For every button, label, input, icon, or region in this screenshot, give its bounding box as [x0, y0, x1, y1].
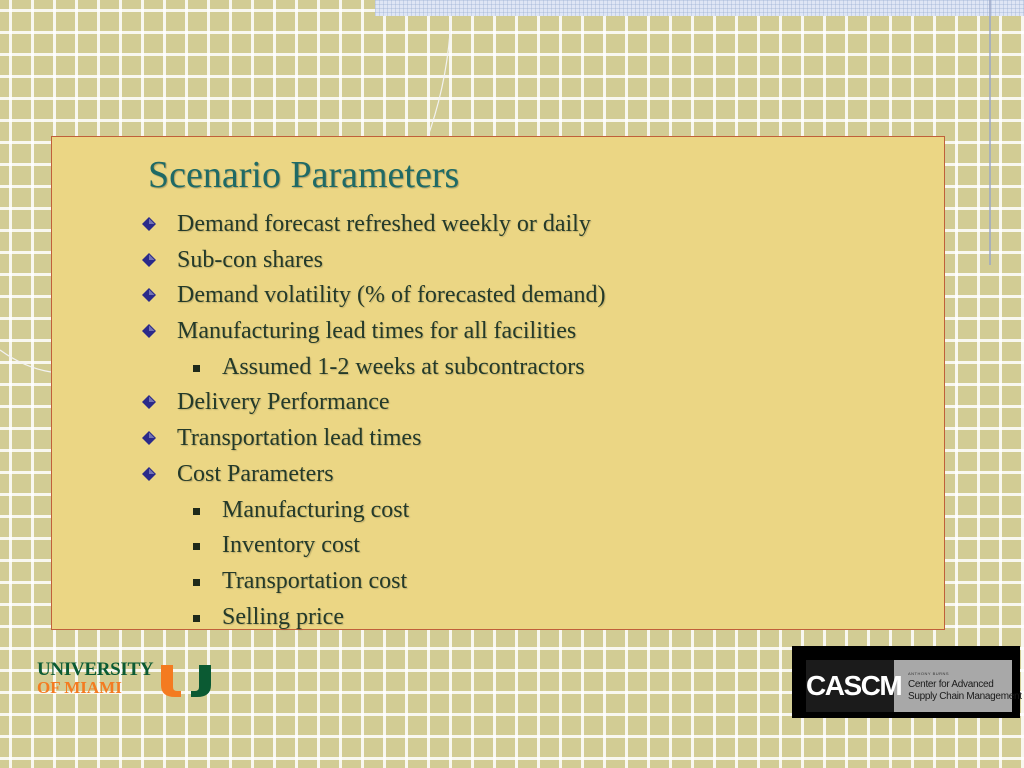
sub-bullet-item — [52, 350, 944, 386]
bullet-item — [52, 314, 944, 350]
slide-title: Scenario Parameters — [148, 154, 460, 196]
cascm-name-line1: Center for Advanced — [908, 679, 994, 690]
bullet-text: Cost Parameters — [177, 460, 334, 487]
bullet-item — [52, 421, 944, 457]
u-monogram-icon — [159, 663, 213, 699]
bullet-text: Manufacturing cost — [222, 496, 410, 523]
university-logo-line2: OF MIAMI — [37, 678, 122, 697]
university-logo-line1: UNIVERSITY — [37, 659, 154, 680]
square-bullet-icon — [193, 543, 200, 550]
cascm-acronym: CASCM — [806, 660, 894, 712]
square-bullet-icon — [193, 615, 200, 622]
diamond-bullet-icon — [142, 324, 156, 338]
cascm-name-line2: Supply Chain Management — [908, 691, 1022, 702]
bullet-item — [52, 457, 944, 493]
content-box — [51, 136, 945, 630]
diamond-bullet-icon — [142, 467, 156, 481]
sub-bullet-item — [52, 493, 944, 529]
square-bullet-icon — [193, 365, 200, 372]
bullet-text: Delivery Performance — [177, 389, 390, 416]
bullet-text: Inventory cost — [222, 532, 360, 559]
square-bullet-icon — [193, 579, 200, 586]
diamond-bullet-icon — [142, 217, 156, 231]
bullet-text: Transportation lead times — [177, 425, 422, 452]
sub-bullet-item — [52, 600, 944, 636]
bullet-item — [52, 243, 944, 279]
cascm-small-text: ANTHONY BURNS — [908, 671, 950, 676]
bullet-text: Manufacturing lead times for all facilities — [177, 318, 577, 345]
sub-bullet-item — [52, 528, 944, 564]
cascm-logo — [792, 646, 1020, 718]
bullet-item — [52, 385, 944, 421]
university-of-miami-logo — [37, 661, 217, 701]
bullet-text: Demand volatility (% of forecasted demand) — [177, 282, 606, 309]
bullet-list — [52, 207, 944, 635]
bullet-text: Sub-con shares — [177, 246, 323, 273]
bullet-text: Transportation cost — [222, 567, 408, 594]
sub-bullet-item — [52, 564, 944, 600]
diamond-bullet-icon — [142, 253, 156, 267]
cascm-center-name — [908, 679, 1022, 703]
diamond-bullet-icon — [142, 288, 156, 302]
bullet-text: Selling price — [222, 603, 344, 630]
top-decorative-strip — [375, 0, 1024, 16]
diamond-bullet-icon — [142, 395, 156, 409]
bullet-item — [52, 278, 944, 314]
bullet-item — [52, 207, 944, 243]
university-logo-text — [37, 661, 153, 697]
diamond-bullet-icon — [142, 431, 156, 445]
bullet-text: Assumed 1-2 weeks at subcontractors — [222, 353, 585, 380]
bullet-text: Demand forecast refreshed weekly or daily — [177, 211, 591, 237]
square-bullet-icon — [193, 508, 200, 515]
